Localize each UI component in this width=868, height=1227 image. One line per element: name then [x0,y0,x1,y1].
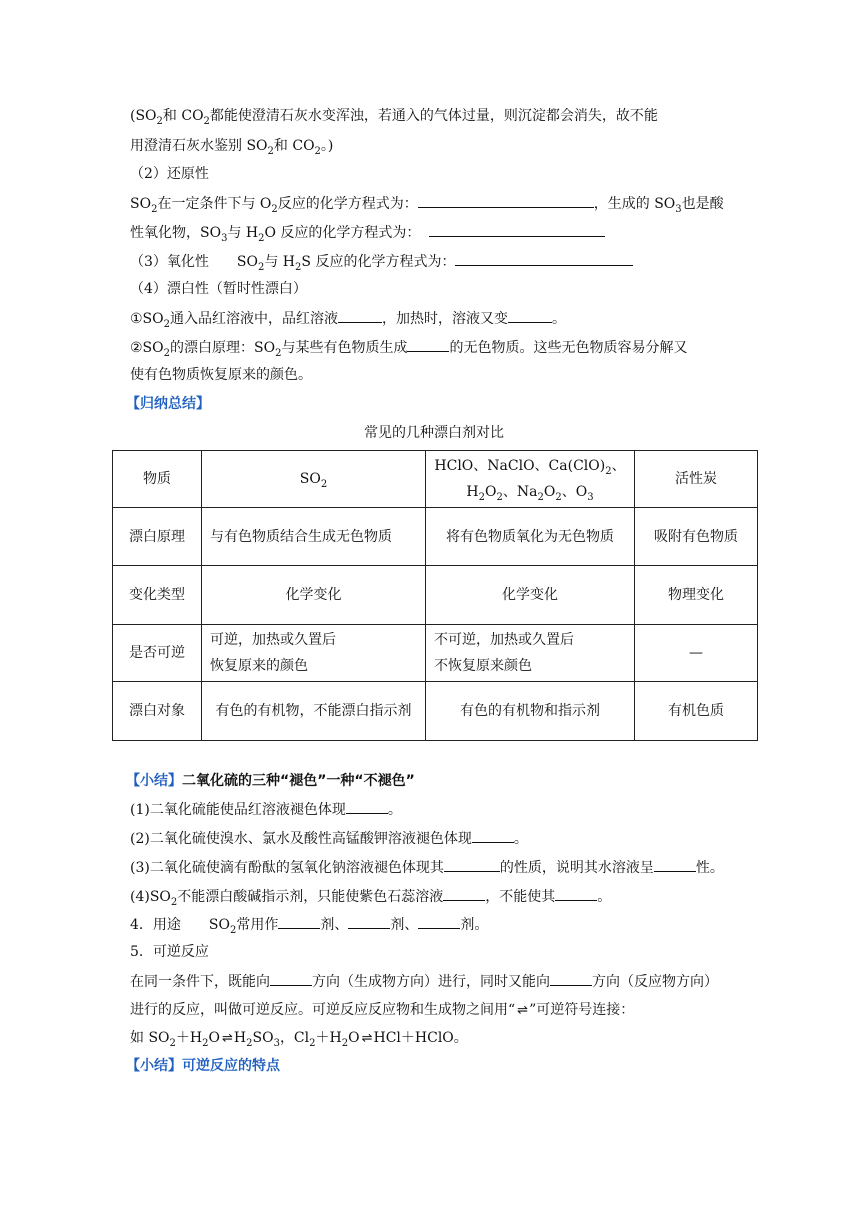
answer-blank[interactable] [418,914,460,929]
subscript: 2 [258,232,265,244]
text: 。 [552,311,566,327]
header-cell [202,451,426,508]
subscript: 2 [478,491,486,503]
text: 可逆，加热或久置后 [210,632,336,648]
reversible-line-2 [130,1000,634,1021]
text: ，加热时，溶液又变 [382,311,508,327]
text: ，不能使其 [485,889,556,905]
table-row [113,625,758,682]
text: (SO [130,108,157,124]
text: HClO、NaClO、Ca(ClO) [434,458,606,474]
subscript: 2 [555,491,562,503]
text: 二氧化硫的三种“褪色”一种“不褪色” [182,773,415,789]
text: 如 SO [130,1030,170,1046]
text: 4．用途 SO [130,917,230,933]
row-label: 漂白原理 [113,508,202,566]
table-cell: 将有色物质氧化为无色物质 [426,508,635,566]
text: 用澄清石灰水鉴别 SO [130,138,268,154]
header-cell: 物质 [113,451,202,508]
text: ②SO [130,340,164,356]
answer-blank[interactable] [508,308,552,323]
subscript: 2 [271,203,278,215]
answer-blank[interactable] [429,222,605,237]
text: (3)二氧化硫使滴有酚酞的氢氧化钠溶液褪色体现其 [130,860,444,876]
subscript: 2 [163,318,170,330]
text: 剂、 [390,917,419,933]
text: 和 CO [162,108,204,124]
text: ”可逆符号连接： [529,1002,635,1018]
text: 与 H [264,254,296,270]
header-cell: 活性炭 [635,451,758,508]
text: 、Na [502,484,538,500]
bleaching-line-1 [130,308,566,329]
reversible-title: 5．可逆反应 [130,944,209,960]
answer-blank[interactable] [346,799,388,814]
subscript: 2 [170,896,178,908]
reducing-title: （2）还原性 [130,166,209,182]
text: 进行的反应，叫做可逆反应。可逆反应反应物和生成物之间用“ [130,1002,516,1018]
text: 剂、 [320,917,349,933]
subscript: 2 [320,478,328,490]
answer-blank[interactable] [407,337,449,352]
table-cell: 物理变化 [635,566,758,625]
paragraph-so2-co2-note-2 [130,136,333,156]
table-cell: 化学变化 [426,566,635,625]
text: O [348,1030,360,1046]
text: ＋H [315,1030,342,1046]
paragraph-so2-co2-note [130,106,658,126]
row-label: 变化类型 [113,566,202,625]
table-cell: 有色的有机物和指示剂 [426,682,635,741]
text: （3）氧化性 SO [130,254,258,270]
table-cell: 有色的有机物，不能漂白指示剂 [202,682,426,741]
text: 。 [597,889,612,905]
reversible-arrow-icon: ⇌ [361,1031,372,1046]
answer-blank[interactable] [550,971,592,986]
table-cell: 化学变化 [202,566,426,625]
table-title: 常见的几种漂白剂对比 [364,425,504,441]
table-cell [426,625,635,682]
text: 不可逆，加热或久置后 [434,632,574,648]
oxidizing-line [130,251,633,272]
conclusion-heading [126,771,415,791]
bleach-comparison-table [112,450,758,741]
bleaching-line-2 [130,337,687,358]
text: 不能漂白酸碱指示剂，只能使紫色石蕊溶液 [177,889,444,905]
text: SO [130,196,152,212]
text: 恢复原来的颜色 [210,658,308,674]
text: ，Cl [279,1030,310,1046]
subscript: 2 [341,1037,349,1049]
text: SO [299,471,321,487]
text: SO [252,1030,274,1046]
text: O [485,484,497,500]
text: 的性质，说明其水溶液呈 [499,860,654,876]
text: 与 H [227,225,259,241]
summary-heading: 【归纳总结】 [126,396,210,412]
subscript: 2 [537,491,544,503]
answer-blank[interactable] [455,251,633,266]
answer-blank[interactable] [278,914,320,929]
subscript: 2 [163,347,170,359]
subscript: 2 [151,203,158,215]
subscript: 2 [605,465,612,477]
subscript: 2 [267,145,274,157]
text: S 反应的化学方程式为： [301,254,456,270]
reversible-line-1 [130,971,718,992]
conclusion-item-2 [130,828,528,849]
text: 通入品红溶液中，品红溶液 [170,311,338,327]
text: O 反应的化学方程式为： [264,225,421,241]
table-row [113,566,758,625]
answer-blank[interactable] [555,886,597,901]
text: 常用作 [236,917,279,933]
text: HCl＋HClO。 [373,1030,468,1046]
subscript: 2 [309,1037,316,1049]
reversible-arrow-icon: ⇌ [517,1003,528,1018]
text: 与某些有色物质生成 [281,340,408,356]
text: 剂。 [460,917,489,933]
text: 在同一条件下，既能向 [130,974,270,990]
answer-blank[interactable] [348,914,390,929]
text: 性氧化物，SO [130,225,222,241]
text: 都能使澄清石灰水变浑浊，若通入的气体过量，则沉淀都会消失，故不能 [209,108,658,124]
table-cell: 有机色质 [635,682,758,741]
text: 方向（生成物方向）进行，同时又能向 [312,974,550,990]
table-cell: 吸附有色物质 [635,508,758,566]
answer-blank[interactable] [338,308,382,323]
answer-blank[interactable] [418,193,594,208]
text: 的漂白原理：SO [170,340,276,356]
text: ，生成的 SO [593,196,676,212]
table-cell: — [635,625,758,682]
row-label: 漂白对象 [113,682,202,741]
table-cell: 与有色物质结合生成无色物质 [202,508,426,566]
subscript: 2 [156,115,163,127]
text: 也是酸 [681,196,724,212]
answer-blank[interactable] [443,886,485,901]
text: H [466,484,479,500]
bleaching-line-3: 使有色物质恢复原来的颜色。 [130,367,312,383]
text: 的无色物质。这些无色物质容易分解又 [449,340,688,356]
table-cell [202,625,426,682]
subscript: 3 [273,1037,280,1049]
answer-blank[interactable] [270,971,312,986]
text: 方向（反应物方向） [592,974,718,990]
answer-blank[interactable] [472,828,514,843]
header-cell [426,451,635,508]
text: 。 [513,831,528,847]
text: H [233,1030,247,1046]
text: 、 [611,458,626,474]
reducing-line-2 [130,222,605,243]
subscript: 2 [203,115,210,127]
answer-blank[interactable] [444,857,500,872]
text: 在一定条件下与 O [157,196,272,212]
text: ＋H [175,1030,203,1046]
subscript: 2 [169,1037,176,1049]
text: O [543,484,556,500]
answer-blank[interactable] [654,857,696,872]
text: 、O [561,484,588,500]
subscript: 2 [295,261,302,273]
subscript: 2 [275,347,282,359]
text: 和 CO [273,138,315,154]
subscript: 2 [246,1037,253,1049]
text: (1)二氧化硫能使品红溶液褪色体现 [130,802,346,818]
text: 性。 [695,860,724,876]
text: 反应的化学方程式为： [277,196,418,212]
subscript: 3 [587,491,594,503]
text: ①SO [130,311,164,327]
subscript: 2 [496,491,503,503]
table-header-row [113,451,758,508]
text: (4)SO [130,889,171,905]
subscript: 2 [314,145,321,157]
subscript: 2 [257,261,265,273]
reducing-line-1 [130,193,724,214]
row-label: 是否可逆 [113,625,202,682]
conclusion-item-3 [130,857,724,878]
reversible-line-3 [130,1028,468,1049]
reversible-arrow-icon: ⇌ [221,1031,232,1046]
table-row [113,508,758,566]
uses-line [130,914,488,935]
text: O [208,1030,220,1046]
text: (2)二氧化硫使溴水、氯水及酸性高锰酸钾溶液褪色体现 [130,831,472,847]
subscript: 2 [229,924,237,936]
text: 。 [387,802,402,818]
conclusion-item-1 [130,799,402,820]
text: 。) [320,138,334,154]
subscript: 3 [221,232,228,244]
conclusion-item-4 [130,886,611,907]
subscript: 2 [202,1037,209,1049]
table-row [113,682,758,741]
bleaching-title: （4）漂白性（暂时性漂白） [130,281,307,297]
subscript: 3 [675,203,682,215]
text: 【小结】 [126,773,182,789]
text: 不恢复原来颜色 [434,658,532,674]
reversible-summary-heading: 【小结】可逆反应的特点 [126,1058,280,1074]
